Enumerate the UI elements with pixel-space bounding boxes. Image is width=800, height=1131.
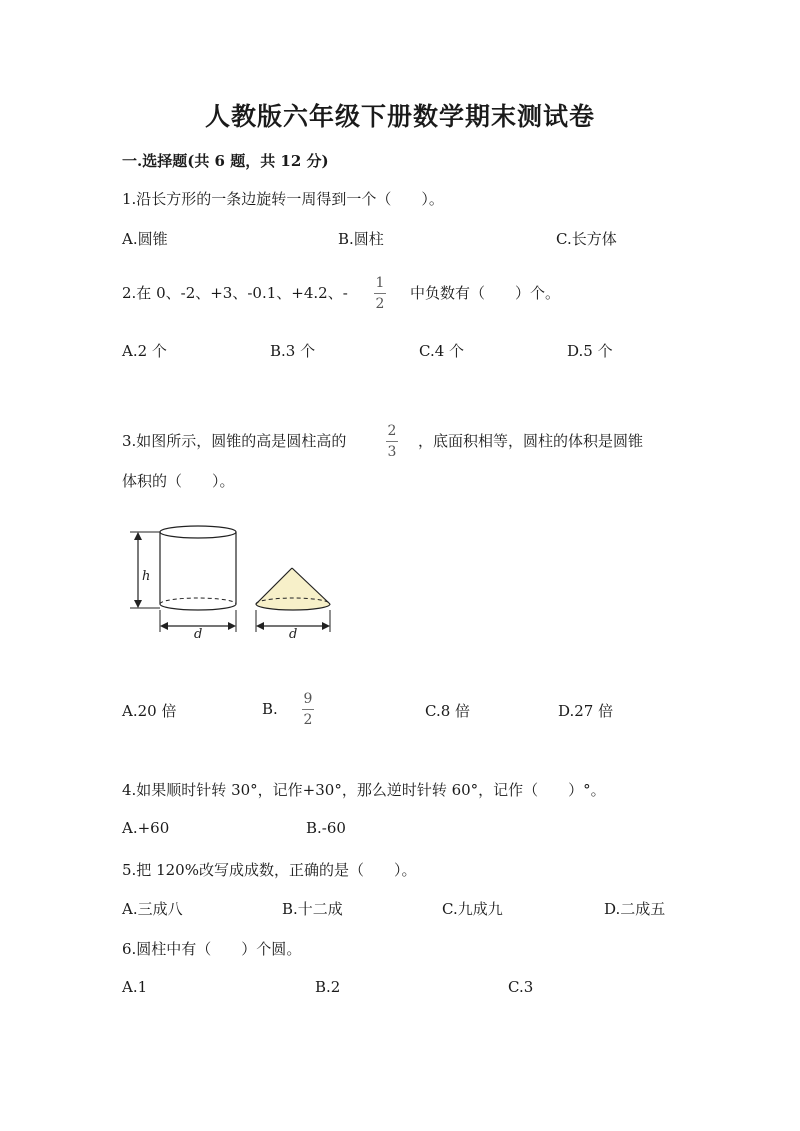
q3-fraction xyxy=(386,424,398,459)
q2-fraction xyxy=(374,276,386,311)
q3-option-a[interactable]: A.20 倍 xyxy=(122,702,177,720)
cone-fill xyxy=(256,568,330,610)
label-d-cylinder: d xyxy=(194,627,203,642)
q3-fraction-denominator: 3 xyxy=(387,444,397,460)
q5-option-c[interactable]: C.九成九 xyxy=(442,900,503,918)
q2-option-c[interactable]: C.4 个 xyxy=(419,342,465,360)
q3-option-b-fraction xyxy=(302,692,314,727)
q2-option-a[interactable]: A.2 个 xyxy=(122,342,167,360)
cone-d-arrow-left xyxy=(256,622,264,630)
question-1-text: 1.沿长方形的一条边旋转一周得到一个（ ）。 xyxy=(122,190,444,208)
height-arrow-head-top xyxy=(134,532,142,540)
question-2-text-start: 2.在 0、-2、+3、-0.1、+4.2、- xyxy=(122,284,348,302)
q5-option-d[interactable]: D.二成五 xyxy=(604,900,666,918)
height-arrow-head-bottom xyxy=(134,600,142,608)
q4-option-a[interactable]: A.+60 xyxy=(122,819,170,837)
q2-option-d[interactable]: D.5 个 xyxy=(567,342,613,360)
q5-option-a[interactable]: A.三成八 xyxy=(122,900,183,918)
q6-option-c[interactable]: C.3 xyxy=(508,978,534,996)
q3-option-b-label[interactable]: B. xyxy=(262,700,278,718)
question-5-text: 5.把 120%改写成成数，正确的是（ ）。 xyxy=(122,861,417,879)
fraction-bar xyxy=(386,441,398,442)
q5-option-b[interactable]: B.十二成 xyxy=(282,900,343,918)
q2-fraction-numerator: 1 xyxy=(375,275,385,291)
label-h: h xyxy=(142,569,151,584)
q2-fraction-denominator: 2 xyxy=(375,296,385,312)
q6-option-b[interactable]: B.2 xyxy=(315,978,341,996)
label-d-cone: d xyxy=(289,627,298,642)
cylinder-base-back xyxy=(160,598,236,604)
cyl-d-arrow-left xyxy=(160,622,168,630)
question-3-text-end: ，底面积相等，圆柱的体积是圆锥 xyxy=(418,432,644,450)
q3-fraction-numerator: 2 xyxy=(387,423,397,439)
q1-option-a[interactable]: A.圆锥 xyxy=(122,230,168,248)
question-2-text-end: 中负数有（ ）个。 xyxy=(410,284,561,302)
cylinder-base-front xyxy=(160,604,236,610)
q3-option-d[interactable]: D.27 倍 xyxy=(558,702,614,720)
q6-option-a[interactable]: A.1 xyxy=(122,978,148,996)
cylinder-cone-diagram xyxy=(126,522,340,642)
q3-option-b-denominator: 2 xyxy=(303,712,313,728)
fraction-bar xyxy=(374,293,386,294)
question-4-text: 4.如果顺时针转 30°，记作+30°，那么逆时针转 60°，记作（ ）°。 xyxy=(122,781,606,799)
cone-d-arrow-right xyxy=(322,622,330,630)
cylinder-top xyxy=(160,526,236,538)
page-title: 人教版六年级下册数学期末测试卷 xyxy=(204,102,595,131)
question-3-text-line2: 体积的（ ）。 xyxy=(122,472,235,490)
question-3-text-start: 3.如图所示，圆锥的高是圆柱高的 xyxy=(122,432,347,450)
q4-option-b[interactable]: B.-60 xyxy=(306,819,346,837)
fraction-bar xyxy=(302,709,314,710)
section-heading: 一.选择题(共 6 题，共 12 分) xyxy=(122,152,329,170)
q1-option-b[interactable]: B.圆柱 xyxy=(338,230,384,248)
question-6-text: 6.圆柱中有（ ）个圆。 xyxy=(122,940,302,958)
q3-option-c[interactable]: C.8 倍 xyxy=(425,702,471,720)
q2-option-b[interactable]: B.3 个 xyxy=(270,342,316,360)
cylinder-cone-figure xyxy=(126,522,340,642)
cyl-d-arrow-right xyxy=(228,622,236,630)
q1-option-c[interactable]: C.长方体 xyxy=(556,230,617,248)
q3-option-b-numerator: 9 xyxy=(303,691,313,707)
